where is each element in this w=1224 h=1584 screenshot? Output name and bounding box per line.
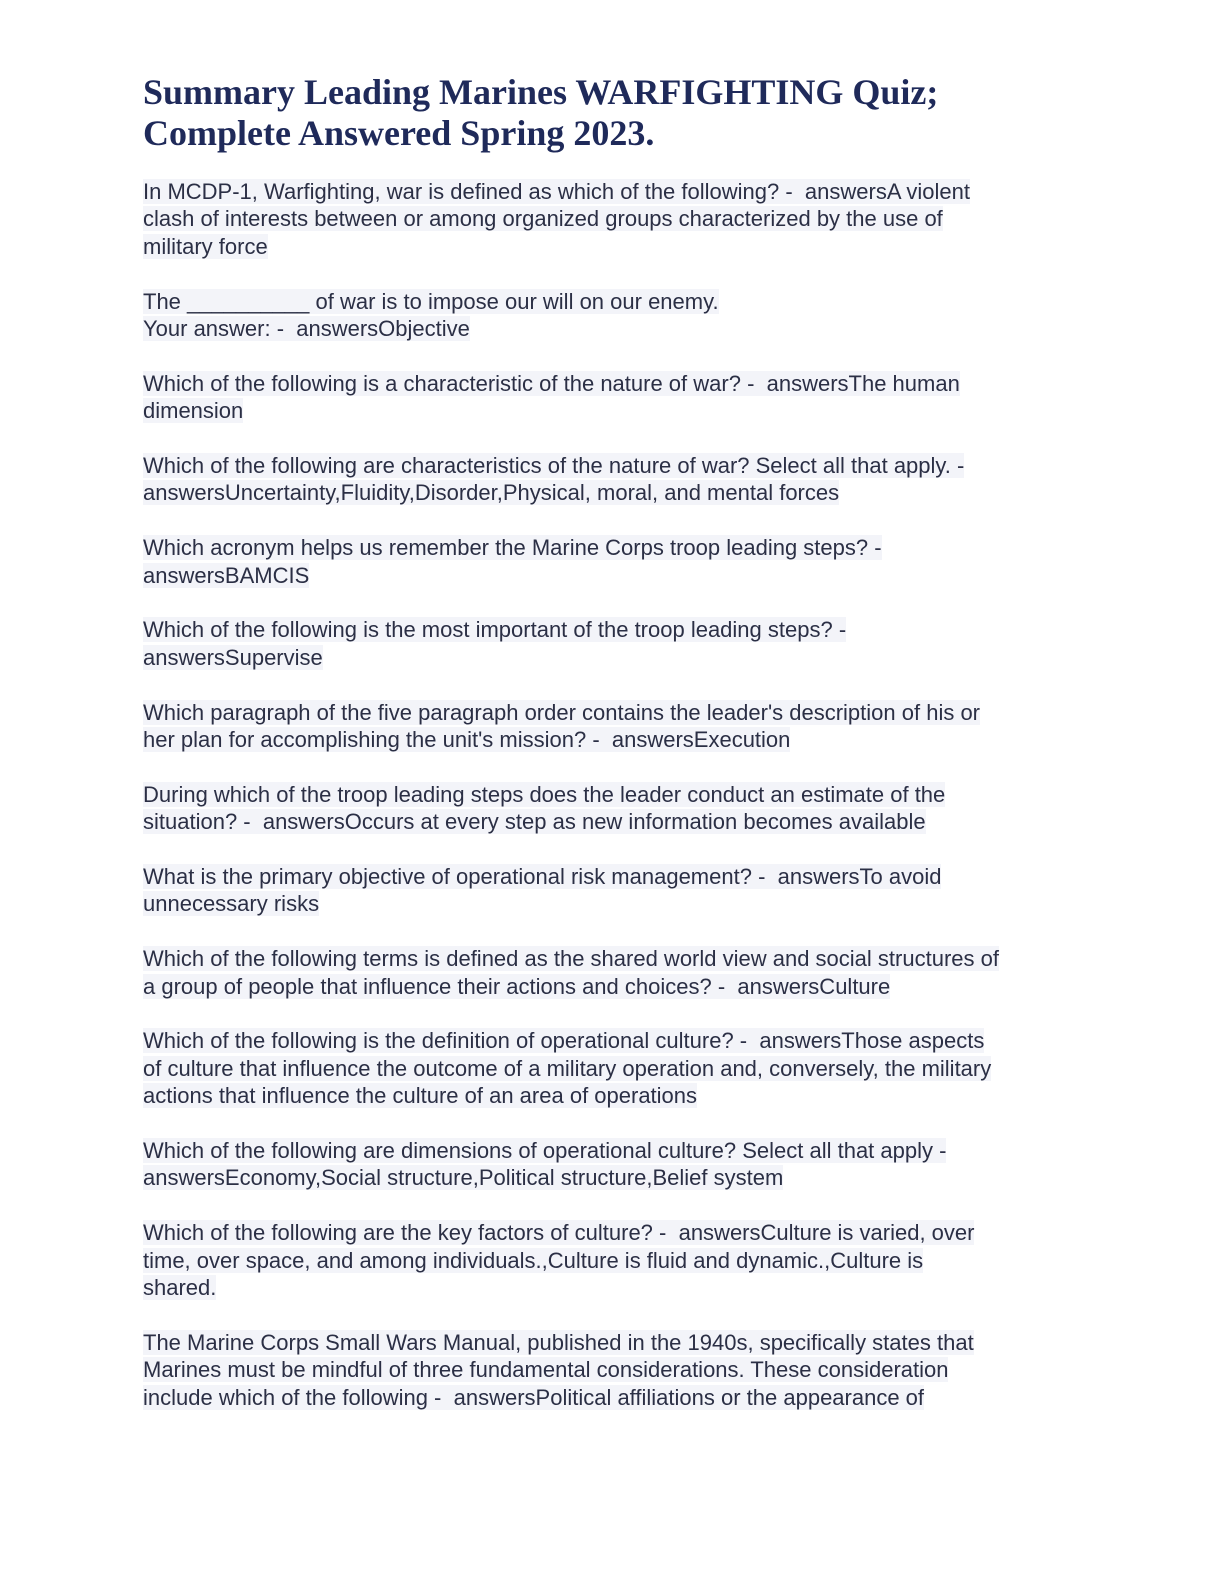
text-line-content: Your answer: - answersObjective bbox=[143, 316, 470, 342]
qa-item bbox=[143, 1329, 1083, 1411]
qa-item bbox=[143, 178, 1083, 260]
text-line-content: Which of the following is a characteristic of the nature of war? - answersThe human bbox=[143, 370, 960, 396]
text-line-content: answersUncertainty,Fluidity,Disorder,Physical, moral, and mental forces bbox=[143, 480, 840, 506]
text-line bbox=[143, 973, 1083, 1000]
text-line bbox=[143, 781, 1083, 808]
title-line: Complete Answered Spring 2023. bbox=[143, 113, 655, 153]
qa-item bbox=[143, 1027, 1083, 1109]
text-line-content: Which paragraph of the five paragraph order contains the leader's description of his or bbox=[143, 699, 981, 725]
text-line bbox=[143, 644, 1083, 671]
text-line-content: actions that influence the culture of an area of operations bbox=[143, 1083, 698, 1109]
qa-item bbox=[143, 699, 1083, 754]
text-line bbox=[143, 233, 1083, 260]
text-line bbox=[143, 616, 1083, 643]
text-line-content: Which of the following is the definition of operational culture? - answersThose aspects bbox=[143, 1028, 985, 1054]
text-line-content: Marines must be mindful of three fundamental considerations. These consideration bbox=[143, 1357, 949, 1383]
text-line-content: clash of interests between or among organized groups characterized by the use of bbox=[143, 206, 943, 232]
text-line-content: What is the primary objective of operational risk management? - answersTo avoid bbox=[143, 864, 942, 890]
text-line bbox=[143, 863, 1083, 890]
text-line bbox=[143, 945, 1083, 972]
text-line bbox=[143, 205, 1083, 232]
text-line-content: situation? - answersOccurs at every step as new information becomes available bbox=[143, 809, 926, 835]
text-line-content: The __________ of war is to impose our will on our enemy. bbox=[143, 288, 719, 314]
text-line bbox=[143, 890, 1083, 917]
document-page bbox=[143, 72, 1083, 1438]
text-line-content: unnecessary risks bbox=[143, 891, 320, 917]
text-line-content: answersBAMCIS bbox=[143, 562, 310, 588]
text-line bbox=[143, 1274, 1083, 1301]
text-line-content: answersEconomy,Social structure,Political structure,Belief system bbox=[143, 1165, 784, 1191]
text-line-content: Which of the following terms is defined as the shared world view and social structures of bbox=[143, 946, 999, 972]
text-line bbox=[143, 178, 1083, 205]
text-line bbox=[143, 288, 1083, 315]
text-line-content: time, over space, and among individuals.,Culture is fluid and dynamic.,Culture is bbox=[143, 1247, 924, 1273]
text-line-content: In MCDP-1, Warfighting, war is defined as which of the following? - answersA violent bbox=[143, 179, 970, 204]
qa-item bbox=[143, 1137, 1083, 1192]
document-title bbox=[143, 72, 1083, 154]
text-line bbox=[143, 726, 1083, 753]
title-line: Summary Leading Marines WARFIGHTING Quiz; bbox=[143, 72, 939, 112]
text-line bbox=[143, 370, 1083, 397]
text-line-content: The Marine Corps Small Wars Manual, published in the 1940s, specifically states that bbox=[143, 1329, 974, 1355]
text-line bbox=[143, 1027, 1083, 1054]
text-line-content: her plan for accomplishing the unit's mission? - answersExecution bbox=[143, 727, 791, 753]
qa-item bbox=[143, 452, 1083, 507]
text-line-content: of culture that influence the outcome of a military operation and, conversely, the military bbox=[143, 1055, 992, 1081]
text-line bbox=[143, 1384, 1083, 1411]
text-line bbox=[143, 1082, 1083, 1109]
text-line-content: During which of the troop leading steps does the leader conduct an estimate of the bbox=[143, 781, 946, 807]
text-line bbox=[143, 808, 1083, 835]
text-line-content: a group of people that influence their actions and choices? - answersCulture bbox=[143, 973, 891, 999]
text-line-content: Which of the following are the key factors of culture? - answersCulture is varied, over bbox=[143, 1220, 975, 1246]
text-line-content: military force bbox=[143, 233, 268, 259]
text-line-content: Which of the following are dimensions of operational culture? Select all that apply - bbox=[143, 1138, 947, 1164]
qa-item bbox=[143, 616, 1083, 671]
qa-item bbox=[143, 288, 1083, 343]
text-line-content: dimension bbox=[143, 398, 244, 424]
text-line-content: Which acronym helps us remember the Marine Corps troop leading steps? - bbox=[143, 535, 882, 561]
qa-item bbox=[143, 781, 1083, 836]
text-line bbox=[143, 1055, 1083, 1082]
text-line-content: Which of the following are characteristics of the nature of war? Select all that apply. - bbox=[143, 453, 965, 479]
text-line-content: shared. bbox=[143, 1275, 217, 1301]
text-line bbox=[143, 534, 1083, 561]
text-line bbox=[143, 452, 1083, 479]
text-line bbox=[143, 1137, 1083, 1164]
text-line-content: Which of the following is the most important of the troop leading steps? - bbox=[143, 617, 847, 643]
qa-item bbox=[143, 1219, 1083, 1301]
qa-item bbox=[143, 945, 1083, 1000]
text-line bbox=[143, 1247, 1083, 1274]
text-line bbox=[143, 1219, 1083, 1246]
qa-item bbox=[143, 863, 1083, 918]
qa-item bbox=[143, 370, 1083, 425]
text-line bbox=[143, 397, 1083, 424]
text-line bbox=[143, 479, 1083, 506]
text-line-content: include which of the following - answersPolitical affiliations or the appearance of bbox=[143, 1384, 925, 1410]
text-line bbox=[143, 699, 1083, 726]
text-line-content: answersSupervise bbox=[143, 644, 323, 670]
text-line bbox=[143, 1164, 1083, 1191]
qa-item bbox=[143, 534, 1083, 589]
text-line bbox=[143, 1329, 1083, 1356]
text-line bbox=[143, 1356, 1083, 1383]
text-line bbox=[143, 315, 1083, 342]
text-line bbox=[143, 562, 1083, 589]
